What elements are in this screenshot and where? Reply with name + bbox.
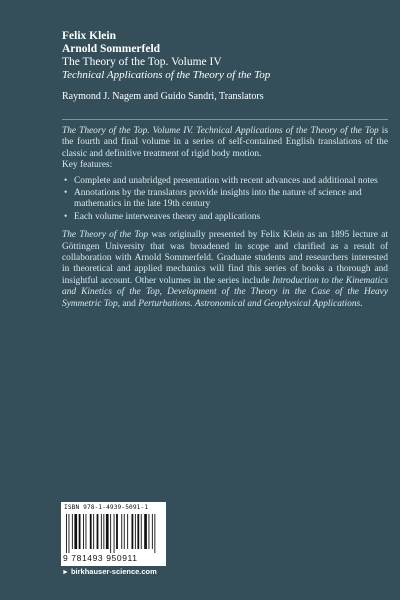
- bullet-icon: •: [64, 188, 68, 199]
- list-item: [62, 176, 388, 187]
- isbn-label: ISBN 978-1-4939-5091-1: [64, 504, 149, 511]
- series-title: The Theory of the Top: [62, 230, 149, 241]
- features-label: Key features:: [62, 160, 113, 171]
- intro-title: The Theory of the Top. Volume IV. Technical Applications of the Theory of the Top: [62, 126, 379, 136]
- author-name: Felix Klein: [62, 30, 116, 42]
- feature-text: Annotations by the translators provide insights into the nature of science and mathematics in the late 19th century: [74, 188, 362, 210]
- arrow-icon: ►: [62, 569, 69, 576]
- features-list: [62, 176, 388, 224]
- history-paragraph: [62, 230, 388, 310]
- website-label: birkhauser-science.com: [70, 567, 157, 576]
- publisher-website[interactable]: [62, 567, 157, 576]
- volume-title: Perturbations. Astronomical and Geophysical Applications: [138, 298, 361, 309]
- separator-text: ,: [159, 287, 168, 298]
- history-text: was originally presented by Felix Klein as an 1895 lecture at Göttingen University that was broadened in scope and clarified as a result of collaboration with Arnold Sommerfeld. Graduate students and researchers interested in theoretical and applied mechanics will find this series of books a thorough and insightful account. Other volumes in the series include: [62, 230, 388, 286]
- barcode-box: [61, 502, 166, 566]
- barcode-digits: 9 781493 950911: [63, 553, 138, 563]
- intro-text: is the fourth and final volume in a series of self-contained English translations of the classic and definitive treatment of rigid body motion.: [62, 126, 388, 159]
- header-block: [62, 30, 382, 103]
- description-text: [62, 126, 388, 310]
- separator-text: , and: [117, 298, 139, 309]
- end-text: .: [360, 298, 363, 309]
- divider: [62, 119, 388, 120]
- list-item: [62, 212, 388, 223]
- intro-paragraph: [62, 126, 388, 160]
- volume-title: Development of the Theory in the Case of the Heavy Symmetric Top: [62, 287, 388, 309]
- translators-credit: Raymond J. Nagem and Guido Sandri, Translators: [62, 91, 264, 102]
- feature-text: Complete and unabridged presentation with recent advances and additional notes: [74, 175, 378, 186]
- book-title: The Theory of the Top. Volume IV: [62, 56, 222, 68]
- list-item: [62, 188, 388, 211]
- bullet-icon: •: [64, 211, 68, 222]
- book-subtitle: Technical Applications of the Theory of the Top: [62, 69, 271, 81]
- barcode-icon: [64, 514, 163, 553]
- bullet-icon: •: [64, 175, 68, 186]
- feature-text: Each volume interweaves theory and applications: [74, 211, 261, 222]
- author-name: Arnold Sommerfeld: [62, 43, 161, 55]
- volume-title: Introduction to the Kinematics and Kinetics of the Top: [62, 275, 388, 298]
